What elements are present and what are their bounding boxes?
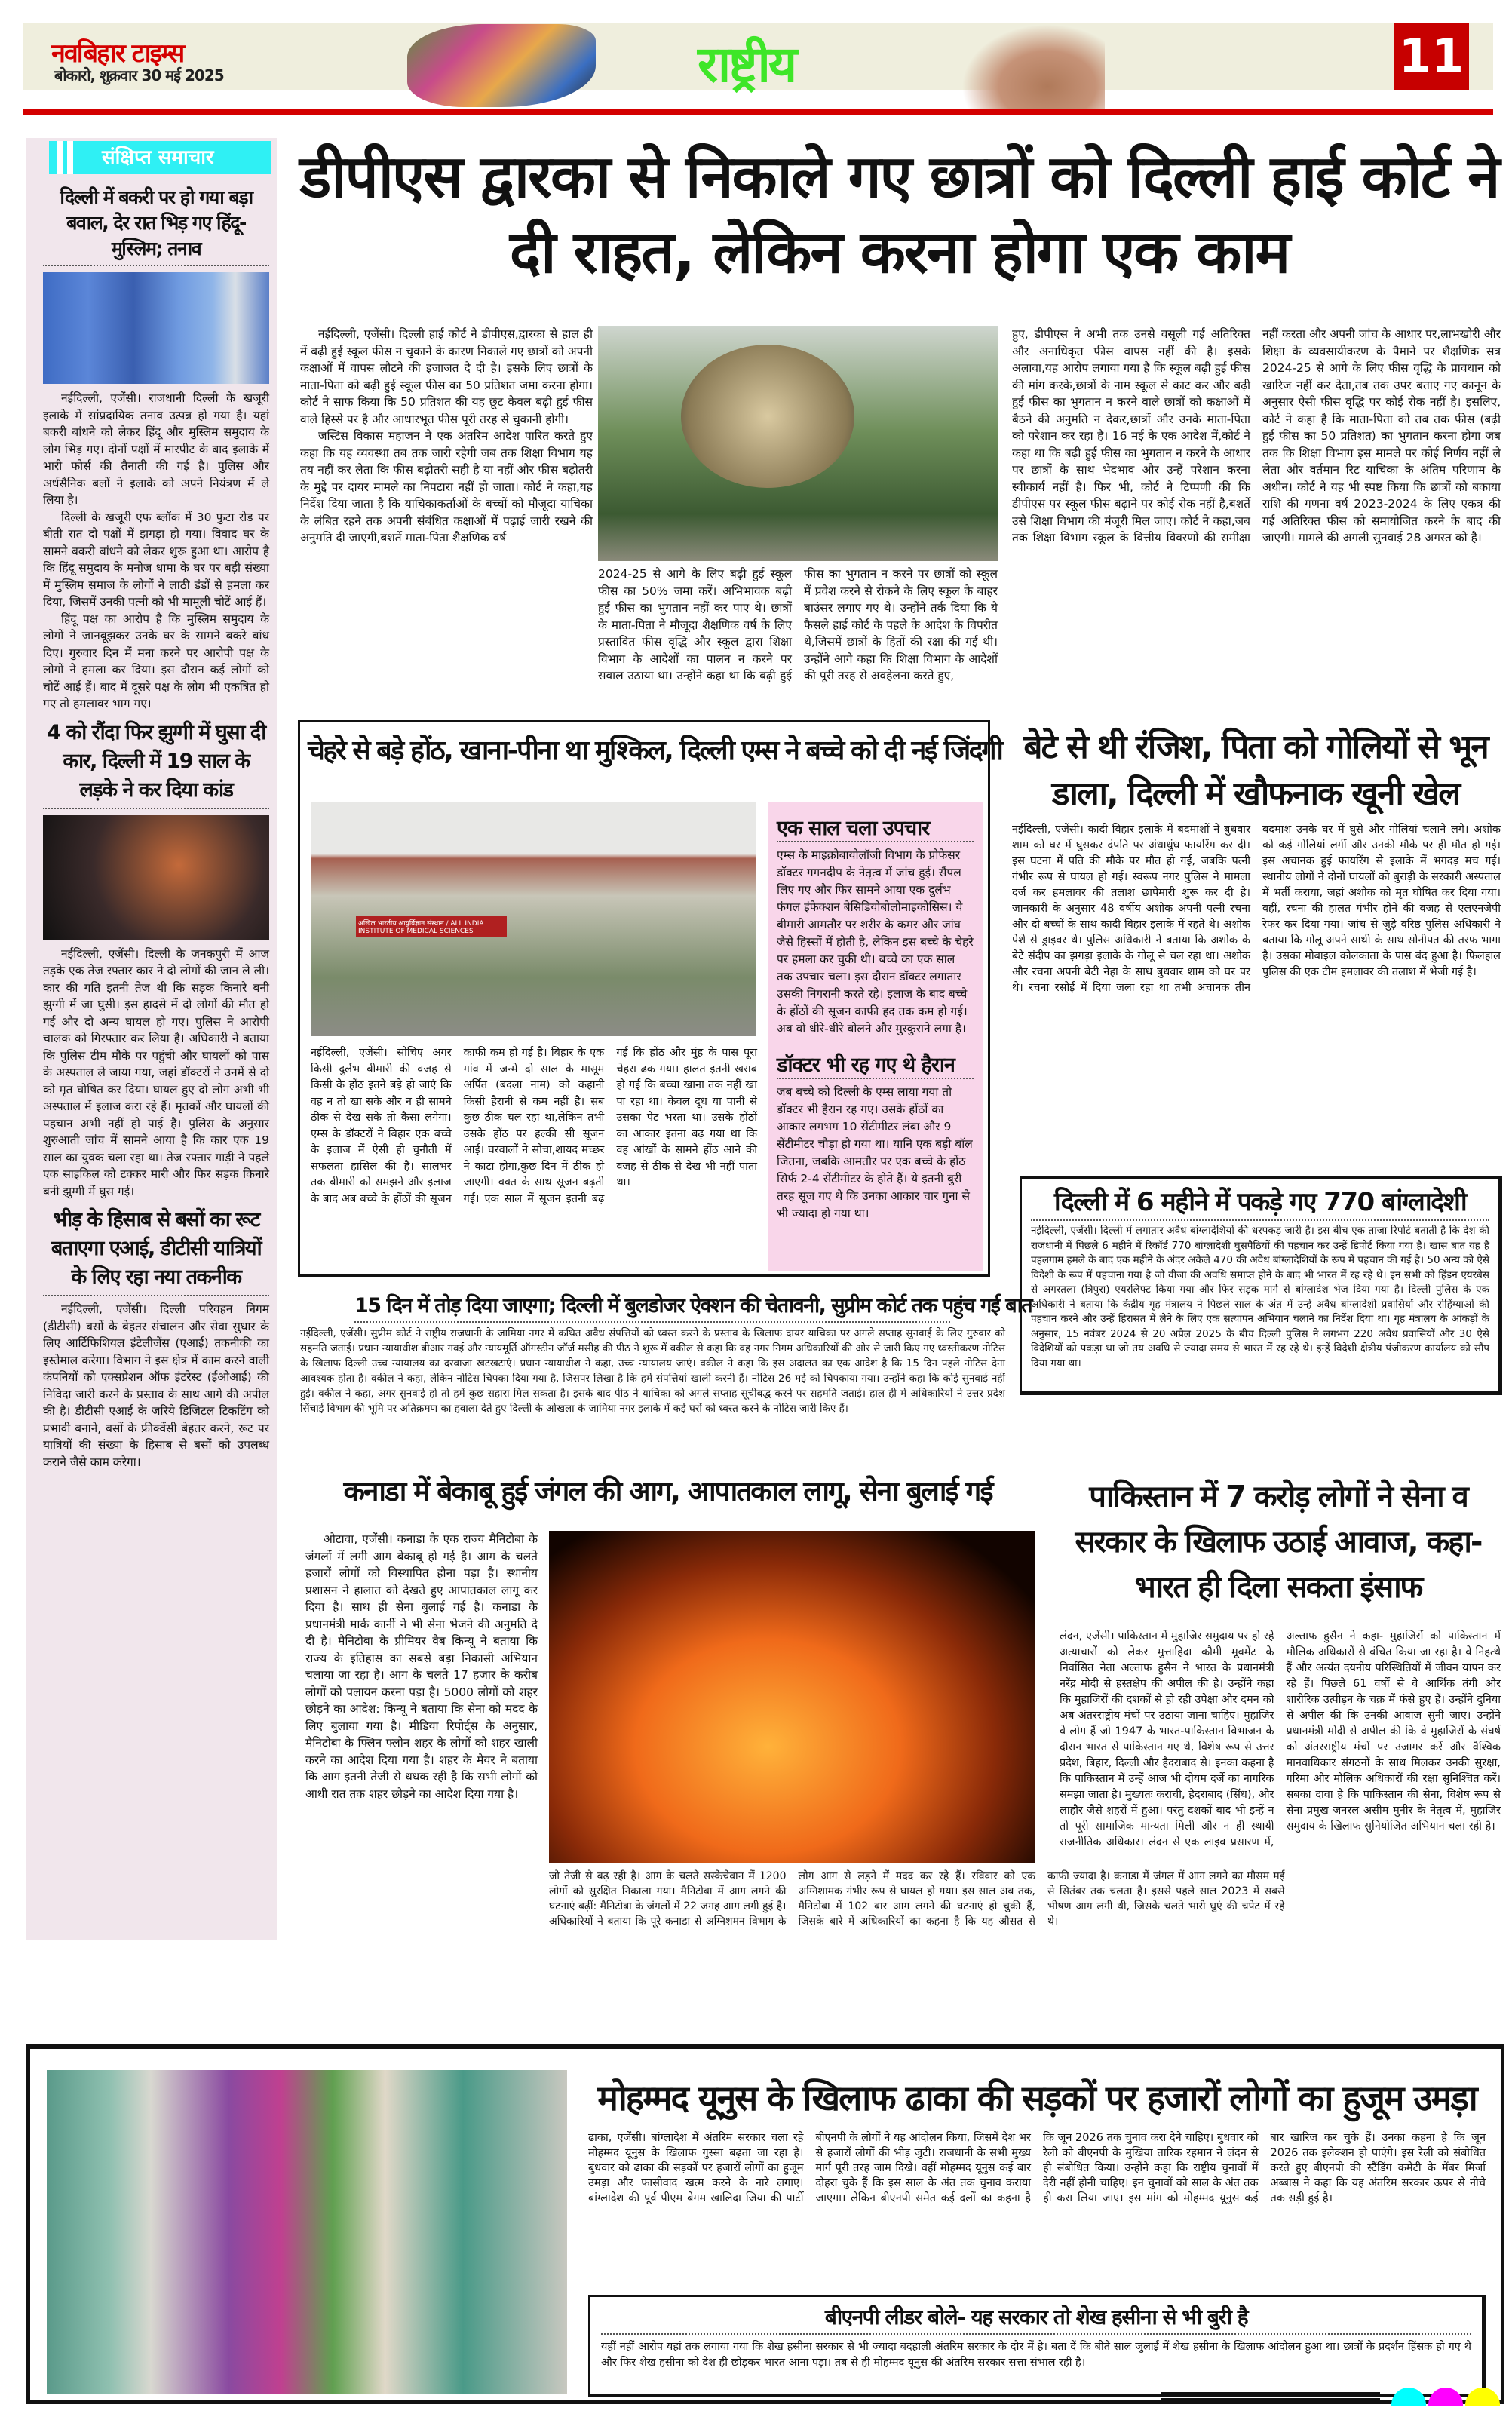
aiims-sign: अखिल भारतीय आयुर्विज्ञान संस्थान / ALL INDIA INSTITUTE OF MEDICAL SCIENCES <box>356 916 507 937</box>
story-headline: भीड़ के हिसाब से बसों का रूट बताएगा एआई, डीटीसी यात्रियों के लिए रहा नया तकनीक <box>43 1206 269 1296</box>
bangladeshi-body: नईदिल्ली, एजेंसी। दिल्ली में लगातार अवैध बांग्लादेशियों की धरपकड़ जारी है। इस बीच एक ताजा रिपोर्ट बताती है कि देश की राजधानी में पिछले 6 महीने में रिकॉर्ड 770 बांग्लादेशी घुसपैठियों की पहचान कर उन्हें डिपोर्ट किया गया है। खास बात यह है पहलगाम हमले के बाद एक महीने के अंदर अकेले 470 की अवैध बांग्लादेशियों के रूप में पहचान की गई है। 50 अन्य को ऐसे विदेशी के रूप में पहचाना गया है जो वीजा की अवधि समाप्त होने के बाद भी भारत में रह रहे थे। इन सभी को हिंडन एयरबेस से अगरतला (त्रिपुरा) एयरलिफ्ट किया गया और फिर सड़क मार्ग से बांग्लादेश भेज दिया गया है। दिल्ली पुलिस के एक अधिकारी ने बताया कि केंद्रीय गृह मंत्रालय ने पिछले साल के अंत में उन्हें अवैध बांग्लादेशी प्रवासियों और रोहिंग्याओं की पहचान करने और उन्हें हिरासत में लेने के लिए एक सत्यापन अभियान चलाने का निर्देश दिया था। गृह मंत्रालय के आंकड़ों के अनुसार, 15 नवंबर 2024 से 20 अप्रैल 2025 के बीच दिल्ली पुलिस ने लगभग 220 अवैध प्रवासियों और 30 ऐसे विदेशियों को पकड़ा था जो तय अवधि से ज्यादा समय से भारत में रह रहे थे। इन्हें विदेशी क्षेत्रीय पंजीकरण कार्यालय को सौंप दिया गया था। <box>1031 1225 1489 1369</box>
ranjish-body: नईदिल्ली, एजेंसी। कादी विहार इलाके में बदमाशों ने बुधवार शाम को घर में घुसकर दंपति पर अंधाधुंध फायरिंग कर दी। इस घटना में पति की मौके पर मौत हो गई, जबकि पत्नी गंभीर रूप से घायल हो गई। स्वरूप नगर पुलिस ने मामला दर्ज कर हमलावर की तलाश छापेमारी शुरू कर दी है। जानकारी के अनुसार 48 वर्षीय अशोक अपनी पत्नी रचना और दो बच्चों के साथ कादी विहार इलाके में रहते थे। अशोक पेशे से ड्राइवर थे। पुलिस अधिकारी ने बताया कि अशोक के बेटे संदीप का झगड़ा इलाके के गोलू से चल रहा था। अशोक और रचना अपनी बेटी नेहा के साथ बुधवार शाम को घर पर थे। रचना रसोई में दिया जला रहा था तभी अचानक तीन बदमाश उनके घर में घुसे और गोलियां चलाने लगे। अशोक को कई गोलियां लगीं और उनकी मौके पर ही मौत हो गई। इस अचानक हुई फायरिंग से इलाके में भगदड़ मच गई। स्थानीय लोगों ने दोनों घायलों को बुराड़ी के सरकारी अस्पताल में भर्ती कराया, जहां अशोक को मृत घोषित कर दिया गया। वहीं, रचना की हालत गंभीर होने की वजह से एलएनजेपी रेफर कर दिया गया। जांच से जुड़े वरिष्ठ पुलिस अधिकारी ने बताया कि गोलू अपने साथी के साथ सोनीपत की तरफ भागा है। उसका मोबाइल कोलकाता के पास बंद हुआ है। फिलहाल पुलिस की एक टीम हमलावर की तलाश में भेजी गई है। <box>1012 824 1501 994</box>
canada-body-continued: जो तेजी से बढ़ रही है। आग के चलते सस्केचेवान में 1200 लोगों को सुरक्षित निकाला गया। मैनिटोबा में आग लगने की घटनाएं बढ़ीं: मैनिटोबा के जंगलों में 22 जगह आग लगी हुई है। अधिकारियों ने बताया कि पूरे कनाडा से अग्निशमन विभाग के लोग आग से लड़ने में मदद कर रहे हैं। रविवार को एक अग्निशामक गंभीर रूप से घायल हो गया। इस साल अब तक, मैनिटोबा में 102 बार आग लगने की घटनाएं हो चुकी हैं, जिसके बारे में अधिकारियों का कहना है कि यह औसत से काफी ज्यादा है। कनाडा में जंगल में आग लगने का मौसम मई से सितंबर तक चलता है। इससे पहले साल 2023 में सबसे भीषण आग लगी थी, जिसके चलते भारी धुएं की चपेट में रहे थे। <box>549 1870 1285 1928</box>
canada-body: ओटावा, एजेंसी। कनाडा के एक राज्य मैनिटोबा के जंगलों में लगी आग बेकाबू हो गई है। आग के चलते हजारों लोगों को विस्थापित होना पड़ा है। स्थानीय प्रशासन ने हालात को देखते हुए आपातकाल लागू कर दिया है। साथ ही सेना बुलाई गई है। कनाडा के प्रधानमंत्री मार्क कार्नी ने भी सेना भेजने की अनुमति दे दी है। मैनिटोबा के प्रीमियर वैब किन्यू ने बताया कि राज्य के इतिहास का सबसे बड़ा निकासी अभियान चलाया जा रहा है। आग के चलते 17 हजार के करीब लोगों को पलायन करना पड़ा है। 5000 लोगों को शहर छोड़ने का आदेश: किन्यू ने बताया कि सेना को मदद के लिए बुलाया गया है। मीडिया रिपोर्ट्स के अनुसार, मैनिटोबा के फ्लिन फ्लोन शहर के लोगों को शहर खाली करने का आदेश दिया गया है। शहर के मेयर ने बताया कि आग इतनी तेजी से धधक रही है कि सभी लोगों को आधी रात तक शहर छोड़ने का आदेश दिया गया है। <box>305 1532 538 1801</box>
story-paragraph: नईदिल्ली, एजेंसी। दिल्ली परिवहन निगम (डीटीसी) बसों के बेहतर संचालन और सेवा सुधार के लिए आर्टिफिशियल इंटेलीजेंस (एआई) तकनीकी का इस्तेमाल करेगा। विभाग ने इस क्षेत्र में काम करने वाली कंपनियों को एक्सप्रेशन ऑफ इंटरेस्ट (ईओआई) की निविदा जारी करने के प्रस्ताव के साथ आगे की अपील की है। डीटीसी एआई के जरिये डिजिटल टिकटिंग को प्रभावी बनाने, बसों के फ्रीक्वेंसी बेहतर करने, रूट पर यात्रियों की संख्या के हिसाब से बसों को उपलब्ध कराने जैसे काम करेगा। <box>43 1302 269 1469</box>
statue-figure-image <box>961 24 1105 113</box>
lead-body-col1 <box>300 326 593 707</box>
story-paragraph: दिल्ली के खजूरी एफ ब्लॉक में 30 फुटा रोड पर बीती रात दो पक्षों में झगड़ा हो गया। विवाद घर के सामने बकरी बांधने को लेकर शुरू हुआ था। आरोप है कि हिंदू समुदाय के मनोज धामा के घर पर बड़ी संख्या में मुस्लिम समाज के लोगों ने लाठी डंडों से हमला कर दिया, जिसमें उनकी पत्नी को भी मामूली चोटें आई हैं। <box>43 510 269 609</box>
lead-paragraph: जस्टिस विकास महाजन ने एक अंतरिम आदेश पारित करते हुए कहा कि यह व्यवस्था तब तक जारी रहेगी जब तक शिक्षा विभाग यह तय नहीं कर लेता कि फीस बढ़ोतरी सही है या नहीं और फीस बढ़ोतरी के मुद्दे पर दायर मामले का निपटारा नहीं हो जाता। कोर्ट ने कहा,यह निर्देश दिया जाता है कि याचिकाकर्ताओं के बच्चों को मौजूदा याचिका के लंबित रहने तक अपनी संबंधित कक्षाओं में पढ़ाई जारी रखने की अनुमति दी जाएगी,बशर्ते माता-पिता शैक्षणिक वर्ष <box>300 429 593 544</box>
dateline: बोकारो, शुक्रवार 30 मई 2025 <box>54 66 224 84</box>
masthead-rule <box>23 109 1493 115</box>
sidebox-heading: एक साल चला उपचार <box>777 813 974 842</box>
sidebox-text: एम्स के माइक्रोबायोलॉजी विभाग के प्रोफेसर डॉक्टर गगनदीप के नेतृत्व में जांच हुई। सैंपल लिए गए और फिर सामने आया एक दुर्लभ फंगल इंफेक्शन बेसिडियोबोलोमाइकोसिस। ये बीमारी आमतौर पर शरीर के कमर और जांघ जैसे हिस्सों में होती है, लेकिन इस बच्चे के चेहरे पर हमला कर चुकी थी। बच्चे का एक साल तक उपचार चला। इस दौरान डॉक्टर लगातार उसकी निगरानी करते रहे। इलाज के बाद बच्चे के होंठों की सूजन काफी हद तक कम हो गई। अब वो धीरे-धीरे बोलने और मुस्कुराने लगा है। <box>777 848 974 1035</box>
bnp-inset-box <box>588 2295 1486 2397</box>
section-title: राष्ट्रीय <box>698 35 796 94</box>
story-headline: दिल्ली में बकरी पर हो गया बड़ा बवाल, देर रात भिड़ गए हिंदू-मुस्लिम; तनाव <box>43 185 269 266</box>
aiims-headline: चेहरे से बड़े होंठ, खाना-पीना था मुश्किल, दिल्ली एम्स ने बच्चे को दी नई जिंदगी <box>308 735 1002 766</box>
bulldozer-headline: 15 दिन में तोड़ दिया जाएगा; दिल्ली में बुलडोजर ऐक्शन की चेतावनी, सुप्रीम कोर्ट तक पहुंच गई बात <box>354 1291 950 1323</box>
state-map-collage-image <box>407 24 596 107</box>
lead-paragraph: नईदिल्ली, एजेंसी। दिल्ली हाई कोर्ट ने डीपीएस,द्वारका से हाल ही में बढ़ी हुई स्कूल फीस न चुकाने के कारण निकाले गए छात्रों को अपनी कक्षाओं में वापस लौटने की इजाजत दे दी है। इसके लिए छात्रों के माता-पिता को बढ़ी हुई स्कूल फीस का 50 प्रतिशत जमा करना होगा। कोर्ट ने साफ किया कि 50 प्रतिशत की यह छूट केवल बढ़ी हुई फीस वाले हिस्से पर है और आधारभूत फीस पूरी तरह से चुकानी होगी। <box>300 327 593 426</box>
car-crash-photo <box>43 815 269 940</box>
dhaka-body: ढाका, एजेंसी। बांग्लादेश में अंतरिम सरकार चला रहे मोहम्मद यूनुस के खिलाफ गुस्सा बढ़ता जा रहा है। बुधवार को ढाका की सड़कों पर हजारों लोगों का हुजूम उमड़ा और फासीवाद खत्म करने के नारे लगाए। बांग्लादेश की पूर्व पीएम बेगम खालिदा जिया की पार्टी बीएनपी के लोगों ने यह आंदोलन किया, जिसमें देश भर से हजारों लोगों की भीड़ जुटी। राजधानी के सभी मुख्य मार्ग पूरी तरह जाम दिखे। वहीं मोहम्मद यूनुस कई बार दोहरा चुके हैं कि इस साल के अंत तक चुनाव कराया जाएगा। लेकिन बीएनपी समेत कई दलों का कहना है कि जून 2026 तक चुनाव करा देने चाहिए। बुधवार को रैली को बीएनपी के मुखिया तारिक रहमान ने लंदन से ही संबोधित किया। उन्होंने कहा कि राष्ट्रीय चुनावों में देरी नहीं होनी चाहिए। इन चुनावों को साल के अंत तक ही करा लिया जाए। इस मांग को मोहम्मद यूनुस कई बार खारिज कर चुके हैं। उनका कहना है कि जून 2026 तक इलेक्शन हो पाएंगे। इस रैली को संबोधित करते हुए बीएनपी की स्टैंडिंग कमेटी के मेंबर मिर्जा अब्बास ने कहा कि यह अंतरिम सरकार ऊपर से नीचे तक सड़ी हुई है। <box>588 2132 1486 2204</box>
registration-marks <box>1391 2388 1512 2409</box>
lead-headline: डीपीएस द्वारका से निकाले गए छात्रों को दिल्ली हाई कोर्ट ने दी राहत, लेकिन करना होगा एक काम <box>299 143 1499 287</box>
dhaka-story-box <box>26 2044 1504 2404</box>
story-headline: 4 को रौंदा फिर झुग्गी में घुसा दी कार, दिल्ली में 19 साल के लड़के ने कर दिया कांड <box>43 719 269 809</box>
bnp-inset-body: यहीं नहीं आरोप यहां तक लगाया गया कि शेख हसीना सरकार से भी ज्यादा बदहाली अंतरिम सरकार के दौर में है। बता दें कि बीते साल जुलाई में शेख हसीना के खिलाफ आंदोलन हुआ था। छात्रों के प्रदर्शन हिंसक हो गए थे और फिर शेख हसीना को देश ही छोड़कर भारत आना पड़ा। तब से ही मोहम्मद यूनुस की अंतरिम सरकार सत्ता संभाल रही है। <box>601 2341 1471 2369</box>
cyan-registration-mark <box>1391 2388 1426 2406</box>
dhaka-crowd-photo <box>47 2070 567 2394</box>
sidebar-story <box>43 1206 269 1471</box>
high-court-photo <box>598 326 998 561</box>
aiims-sidebox <box>768 802 983 1271</box>
canada-headline: कनाडा में बेकाबू हुई जंगल की आग, आपातकाल लागू, सेना बुलाई गई <box>343 1475 992 1507</box>
sidebox-text: जब बच्चे को दिल्ली के एम्स लाया गया तो डॉक्टर भी हैरान रह गए। उसके होंठों का आकार लगभग 10 सेंटीमीटर लंबा और 9 सेंटीमीटर चौड़ा हो गया था। यानि एक बड़ी बॉल जितना, जबकि आमतौर पर एक बच्चे के होंठ सिर्फ 2-4 सेंटीमीटर के होते हैं। ये इतनी बुरी तरह सूज गए थे कि उनका आकार चार गुना से भी ज्यादा हो गया था। <box>777 1085 973 1220</box>
brief-news-sidebar <box>26 138 277 1940</box>
bangladeshi-box <box>1020 1176 1502 1395</box>
police-photo <box>43 272 269 384</box>
bangladeshi-headline: दिल्ली में 6 महीने में पकड़े गए 770 बांग्लादेशी <box>1031 1185 1489 1221</box>
pakistan-headline: पाकिस्तान में 7 करोड़ लोगों ने सेना व सरकार के खिलाफ उठाई आवाज, कहा- भारत ही दिला सकता इंसाफ <box>1075 1480 1482 1605</box>
ranjish-headline: बेटे से थी रंजिश, पिता को गोलियों से भून डाला, दिल्ली में खौफनाक खूनी खेल <box>1023 728 1488 813</box>
sidebar-stories <box>43 180 269 1471</box>
magenta-registration-mark <box>1428 2388 1463 2406</box>
dhaka-headline: मोहम्मद यूनुस के खिलाफ ढाका की सड़कों पर हजारों लोगों का हुजूम उमड़ा <box>597 2078 1477 2118</box>
pakistan-body: लंदन, एजेंसी। पाकिस्तान में मुहाजिर समुदाय पर हो रहे अत्याचारों को लेकर मुत्ताहिदा कौमी मूवमेंट के निर्वासित नेता अल्ताफ हुसैन ने भारत के प्रधानमंत्री नरेंद्र मोदी से हस्तक्षेप की अपील की है। उन्होंने कहा कि मुहाजिरों की दशकों से हो रही उपेक्षा और दमन को अब अंतरराष्ट्रीय मंचों पर उठाया जाना चाहिए। मुहाजिर वे लोग हैं जो 1947 के भारत-पाकिस्तान विभाजन के दौरान भारत से पाकिस्तान गए थे, विशेष रूप से उत्तर प्रदेश, बिहार, दिल्ली और हैदराबाद से। इनका कहना है कि पाकिस्तान में उन्हें आज भी दोयम दर्जे का नागरिक समझा जाता है। मुख्यतः कराची, हैदराबाद (सिंध), और लाहौर जैसे शहरों में हुआ। परंतु दशकों बाद भी इन्हें न तो पूरी सामाजिक मान्यता मिली और न ही स्थायी राजनीतिक अधिकार। लंदन से एक लाइव प्रसारण में, अल्ताफ हुसैन ने कहा- मुहाजिरों को पाकिस्तान में मौलिक अधिकारों से वंचित किया जा रहा है। वे निहत्थे हैं और अत्यंत दयनीय परिस्थितियों में जीवन यापन कर रहे हैं। पिछले 61 वर्षों से वे आर्थिक तंगी और शारीरिक उत्पीड़न के चक्र में फंसे हुए हैं। उन्होंने दुनिया से अपील की कि उनकी आवाज सुनी जाए। उन्होंने प्रधानमंत्री मोदी से अपील की कि वे मुहाजिरों के संघर्ष को अंतरराष्ट्रीय मंचों पर उजागर करें और वैश्विक मानवाधिकार संगठनों के साथ मिलकर उनकी सुरक्षा, गरिमा और मौलिक अधिकारों की रक्षा सुनिश्चित करें। सबका दावा है कि पाकिस्तान की सेना, विशेष रूप से सेना प्रमुख जनरल असीम मुनीर के नेतृत्व में, मुहाजिर समुदाय के खिलाफ सुनियोजित अभियान चला रही है। <box>1060 1630 1501 1848</box>
newspaper-logo: नवबिहार टाइम्स <box>51 38 184 69</box>
court-emblem <box>681 345 854 488</box>
bnp-inset-headline: बीएनपी लीडर बोले- यह सरकार तो शेख हसीना से भी बुरी है <box>601 2302 1471 2335</box>
story-paragraph: नईदिल्ली, एजेंसी। राजधानी दिल्ली के खजूरी इलाके में सांप्रदायिक तनाव उत्पन्न हो गया है। यहां बकरी बांधने को लेकर हिंदू और मुस्लिम समुदाय के लोग भिड़ गए। दोनों पक्षों में मारपीट के बाद इलाके में भारी फोर्स की तैनाती की गई है। पुलिस और अर्धसैनिक बलों ने इलाके को अपने नियंत्रण में ले लिया है। <box>43 391 269 507</box>
sidebox-heading: डॉक्टर भी रह गए थे हैरान <box>777 1050 974 1079</box>
yellow-registration-mark <box>1465 2388 1500 2406</box>
aiims-story-box <box>298 720 1002 1277</box>
lead-under-photo: 2024-25 से आगे के लिए बढ़ी हुई स्कूल फीस का 50% जमा करें। अभिभावक बढ़ी हुई फीस का भुगतान नहीं कर पाए थे। छात्रों के माता-पिता ने मौजूदा शैक्षणिक वर्ष के लिए प्रस्तावित फीस वृद्धि और स्कूल द्वारा शिक्षा विभाग के आदेशों का पालन न करने पर सवाल उठाया था। उन्होंने कहा था कि बढ़ी हुई फीस का भुगतान न करने पर छात्रों को स्कूल में प्रवेश करने से रोकने के लिए स्कूल के बाहर बाउंसर लगाए गए थे। उन्होंने तर्क दिया कि ये फैसले हाई कोर्ट के पहले के आदेश के विपरीत थे,जिसमें छात्रों के हितों की रक्षा की गई थी। उन्होंने आगे कहा कि शिक्षा विभाग के आदेशों की पूरी तरह से अवहेलना करते हुए, <box>598 567 998 682</box>
lead-body-right: हुए, डीपीएस ने अभी तक उनसे वसूली गई अतिरिक्त और अनाधिकृत फीस वापस नहीं की है। इसके अलावा,यह आरोप लगाया गया है कि स्कूल बढ़ी हुई फीस की मांग करके,छात्रों के नाम स्कूल से काट कर और बढ़ी हुई फीस का भुगतान न करने वाले छात्रों को कक्षाओं में बैठने की अनुमति न देकर,छात्रों और उनके माता-पिता को परेशान कर रहा है। 16 मई के एक आदेश में,कोर्ट ने कहा था कि बढ़ी हुई फीस का भुगतान न करने के आधार पर छात्रों के साथ भेदभाव और उन्हें परेशान करना स्वीकार्य नहीं है। फिर भी, कोर्ट ने टिप्पणी की कि डीपीएस पर स्कूल फीस बढ़ाने पर कोई रोक नहीं है,बशर्ते उसे शिक्षा विभाग की मंजूरी मिल जाए। कोर्ट ने कहा,जब तक शिक्षा विभाग स्कूल के वित्तीय विवरणों की समीक्षा नहीं करता और अपनी जांच के आधार पर,लाभखोरी और शिक्षा के व्यवसायीकरण के पैमाने पर शैक्षणिक सत्र 2024-25 से आगे के लिए फीस वृद्धि के प्रावधान को खारिज नहीं कर देता,तब तक उपर बताए गए कानून के अनुसार ऐसी फीस वृद्धि पर कोई रोक नहीं है। इसलिए, कोर्ट ने कहा है कि माता-पिता को तब तक फीस (बढ़ी हुई फीस का 50 प्रतिशत) का भुगतान करना होगा जब तक कि शिक्षा विभाग इस मामले पर कोई निर्णय नहीं ले लेता और वर्तमान रिट याचिका के अंतिम परिणाम के अधीन। कोर्ट ने यह भी स्पष्ट किया कि छात्रों को बकाया राशि की गणना वर्ष 2023-2024 के लिए एकत्र की गई अतिरिक्त फीस को समायोजित करने के बाद की जाएगी। मामले की अगली सुनवाई 28 अगस्त को है। <box>1012 327 1501 544</box>
aiims-building-photo <box>311 802 756 1036</box>
bulldozer-body: नईदिल्ली, एजेंसी। सुप्रीम कोर्ट ने राष्ट्रीय राजधानी के जामिया नगर में कथित अवैध संपत्तियों को ध्वस्त करने के प्रस्ताव के खिलाफ दायर याचिका पर अगले सप्ताह सुनवाई के लिए गुरुवार को सहमति जताई। प्रधान न्यायाधीश बीआर गवई और न्यायमूर्ति ऑगस्टीन जॉर्ज मसीह की पीठ ने शुरू में वकील से कहा कि वह नगर निगम अधिकारियों की ओर से जारी किए गए ध्वस्तीकरण नोटिस के खिलाफ दिल्ली उच्च न्यायालय का दरवाजा खटखटाएं। प्रधान न्यायाधीश ने कहा, उच्च न्यायालय जाएं। वकील ने कहा कि इस अदालत का एक आदेश है कि 15 दिन पहले नोटिस देना आवश्यक होता है। वकील ने कहा, लेकिन नोटिस चिपका दिया गया है, जिसपर लिखा है कि हमें संपत्तियां खाली करनी हैं। नोटिस 26 मई को चिपकाया गया। उन्होंने कहा कि कोई सुनवाई नहीं हुई। वकील ने कहा, अगर सुनवाई हो तो हमें कुछ सहारा मिल सकता है। इसके बाद पीठ ने याचिका को अगले सप्ताह सूचीबद्ध करने पर सहमति जताई। हाल ही में अधिकारियों ने उत्तर प्रदेश सिंचाई विभाग की भूमि पर अतिक्रमण का हवाला देते हुए दिल्ली के ओखला के जामिया नगर इलाके में कई घरों को ध्वस्त करने के नोटिस जारी किए हैं। <box>300 1327 1005 1415</box>
sidebar-header: संक्षिप्त समाचार <box>49 141 271 174</box>
aiims-body: नईदिल्ली, एजेंसी। सोचिए अगर किसी दुर्लभ बीमारी की वजह से किसी के होंठ इतने बड़े हो जाएं कि वह न तो खा सके और न ही सामने ठीक से देख सके तो कैसा लगेगा। एम्स के डॉक्टरों ने बिहार एक बच्चे के इलाज में ऐसी ही चुनौती में सफलता हासिल की है। सालभर तक बीमारी को समझने और इलाज के बाद अब बच्चे के होंठों की सूजन काफी कम हो गई है। बिहार के एक गांव में जन्मे दो साल के मासूम अर्पित (बदला नाम) को कहानी किसी हैरानी से कम नहीं है। सब कुछ ठीक चल रहा था,लेकिन तभी उसके होंठ पर हल्की सी सूजन आई। घरवालों ने सोचा,शायद मच्छर ने काटा होगा,कुछ दिन में ठीक हो जाएगी। वक्त के साथ सूजन बढ़ती गई। एक साल में सूजन इतनी बढ़ गई कि होंठ और मुंह के पास पूरा चेहरा ढक गया। हालत इतनी खराब हो गई कि बच्चा खाना तक नहीं खा पा रहा था। केवल दूध या पानी से उसका पेट भरता था। उसके होंठों का आकार इतना बढ़ गया था कि वह आंखों के सामने होंठ आने की वजह से ठीक से देख भी नहीं पाता था। <box>311 1047 757 1205</box>
page-number: 11 <box>1394 23 1469 90</box>
forest-fire-photo <box>549 1531 1035 1863</box>
story-paragraph: नईदिल्ली, एजेंसी। दिल्ली के जनकपुरी में आज तड़के एक तेज रफ्तार कार ने दो लोगों की जान ले ली। कार की गति इतनी तेज थी कि सड़क किनारे बनी झुग्गी में जा घुसी। इस हादसे में दो लोगों की मौत हो गई और दो अन्य घायल हो गए। पुलिस ने आरोपी चालक को गिरफ्तार कर लिया है। अधिकारी ने बताया कि पुलिस टीम मौके पर पहुंची और घायलों को पास के अस्पताल ले जाया गया, जहां डॉक्टरों ने उनमें से दो को मृत घोषित कर दिया। घायल हुए दो लोग अभी भी अस्पताल में इलाज करा रहे हैं। मृतकों और घायलों की पहचान अभी नहीं हो पाई है। पुलिस के अनुसार शुरुआती जांच में सामने आया है कि कार एक 19 साल का युवक चला रहा था। तेज रफ्तार गाड़ी ने पहले एक साइकिल को टक्कर मारी और फिर सड़क किनारे बनी झुग्गी में घुस गई। <box>43 946 269 1198</box>
footer-rule <box>1161 2392 1380 2395</box>
story-paragraph: हिंदू पक्ष का आरोप है कि मुस्लिम समुदाय के लोगों ने जानबूझकर उनके घर के सामने बकरे बांध दिए। गुरुवार दिन में मना करने पर आरोपी पक्ष के लोगों ने हमला कर दिया। इस दौरान कई लोगों को चोटें आई हैं। बाद में दूसरे पक्ष के लोग भी एकत्रित हो गए तो हमलावर भाग गए। <box>43 612 269 710</box>
sidebar-story <box>43 185 269 713</box>
sidebar-story <box>43 719 269 1201</box>
